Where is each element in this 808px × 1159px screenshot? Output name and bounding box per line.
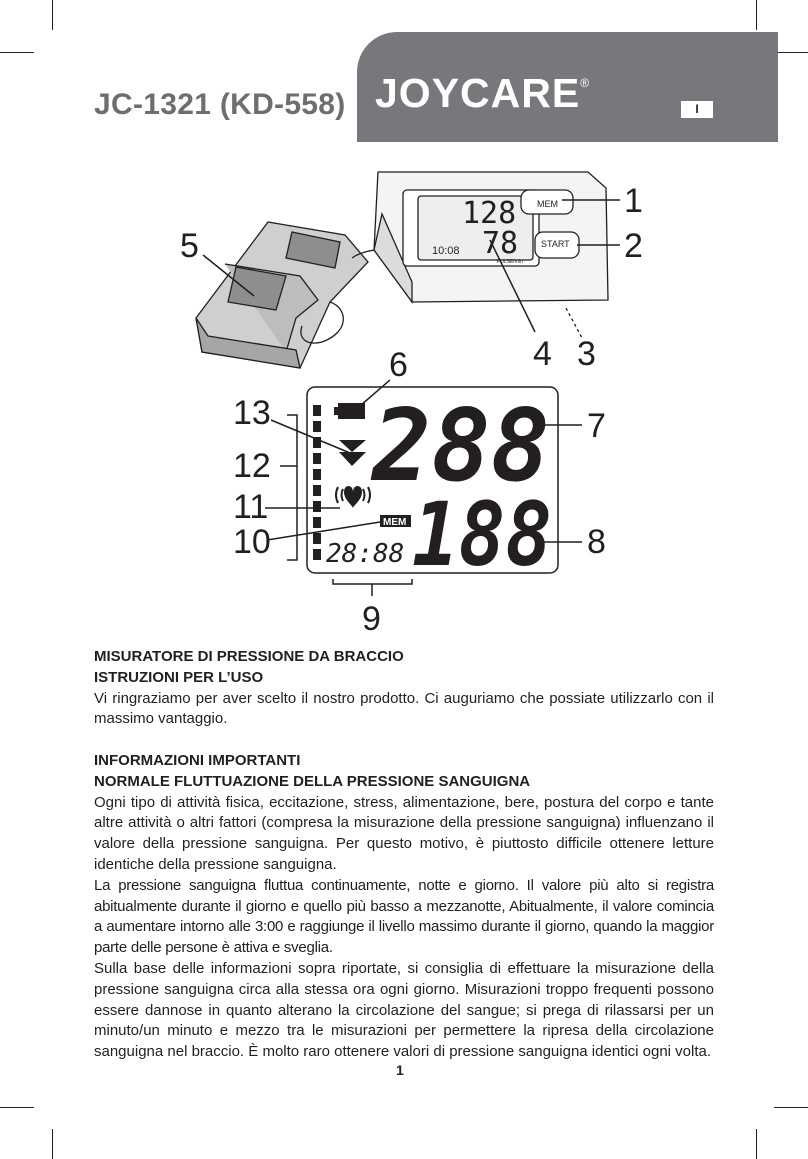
device-figure: [0, 150, 808, 640]
lcd-mem-label: MEM: [383, 517, 407, 528]
paragraph: La pressione sanguigna fluttua continuamente, notte e giorno. Il valore più alto si registra abitualmente durante il giorno e quello più basso a mezzanotte, Abitualmente, il valore comincia a aumentare intorno alle 3:00 e raggiunge il livello massimo durante il giorno, quando la maggior parte delle persone è attiva e sveglia.: [94, 876, 714, 957]
paragraph: Sulla base delle informazioni sopra riportate, si consiglia di effettuare la misurazione della pressione sanguigna circa alla stessa ora ogni giorno. Misurazioni troppo frequenti possono essere dannose in quanto alterano la circolazione del sangue; si prega di rilassarsi per un minuto/un minuto e mezzo tra le misurazioni per permettere la ripresa della circolazione sanguigna nel braccio. È molto raro ottenere valori di pressione sanguigna identici ogni volta.: [94, 959, 714, 1061]
callout-5: 5: [180, 227, 199, 265]
lcd-systolic-digits: 288: [370, 387, 550, 504]
language-tab: I: [681, 101, 713, 118]
lcd-display: [307, 387, 558, 586]
brand-logo: [375, 70, 590, 117]
body-text: [94, 647, 714, 1063]
device-systolic-value: 128: [462, 196, 517, 231]
lcd-diastolic-digits: 188: [412, 483, 552, 586]
lcd-time-digits: 28:88: [326, 539, 405, 569]
crop-mark: [774, 1107, 808, 1108]
callout-8: 8: [587, 523, 606, 561]
page-number: 1: [396, 1062, 404, 1078]
document-title: MISURATORE DI PRESSIONE DA BRACCIO: [94, 648, 404, 665]
callout-3: 3: [577, 335, 596, 373]
callout-12: 12: [233, 447, 271, 485]
intro-paragraph: Vi ringraziamo per aver scelto il nostro prodotto. Ci auguriamo che possiate utilizzarlo con il massimo vantaggio.: [94, 689, 714, 728]
crop-mark: [756, 0, 757, 30]
crop-mark: [52, 1129, 53, 1159]
crop-mark: [756, 1129, 757, 1159]
crop-mark: [52, 0, 53, 30]
crop-mark: [0, 52, 34, 53]
document-subtitle: ISTRUZIONI PER L’USO: [94, 668, 264, 686]
callout-7: 7: [587, 407, 606, 445]
crop-mark: [0, 1107, 34, 1108]
device-start-button-label: START: [541, 239, 570, 249]
device-diastolic-value: 78: [482, 226, 519, 261]
model-title: JC-1321 (KD-558): [94, 88, 346, 121]
callout-6: 6: [389, 346, 408, 384]
callout-10: 10: [233, 523, 271, 561]
section-subheading: NORMALE FLUTTUAZIONE DELLA PRESSIONE SANGUIGNA: [94, 772, 531, 790]
crop-mark: [774, 52, 808, 53]
callout-1: 1: [624, 182, 643, 220]
device-mem-button-label: MEM: [537, 199, 558, 209]
callout-11: 11: [233, 488, 269, 526]
callout-2: 2: [624, 227, 643, 265]
brand-banner: [357, 32, 778, 142]
callout-9: 9: [362, 600, 381, 638]
registered-mark: ®: [580, 76, 591, 90]
device-pulse-label: PULSE/min: [497, 259, 523, 265]
brand-name: JOYCARE: [375, 70, 581, 116]
paragraph: Ogni tipo di attività fisica, eccitazione, stress, alimentazione, bere, postura del corpo e tante altre attività o altri fattori (compresa la misurazione della pressione sanguigna) influenzano il valore della pressione sanguigna. Per questo motivo, è piuttosto difficile ottenere letture identiche della pressione sanguigna.: [94, 793, 714, 873]
cuff-illustration: [196, 222, 388, 368]
monitor-illustration: [374, 172, 608, 338]
section-heading: INFORMAZIONI IMPORTANTI: [94, 751, 301, 769]
callout-4: 4: [533, 335, 552, 373]
device-time: 10:08: [432, 245, 460, 257]
callout-13: 13: [233, 394, 271, 432]
